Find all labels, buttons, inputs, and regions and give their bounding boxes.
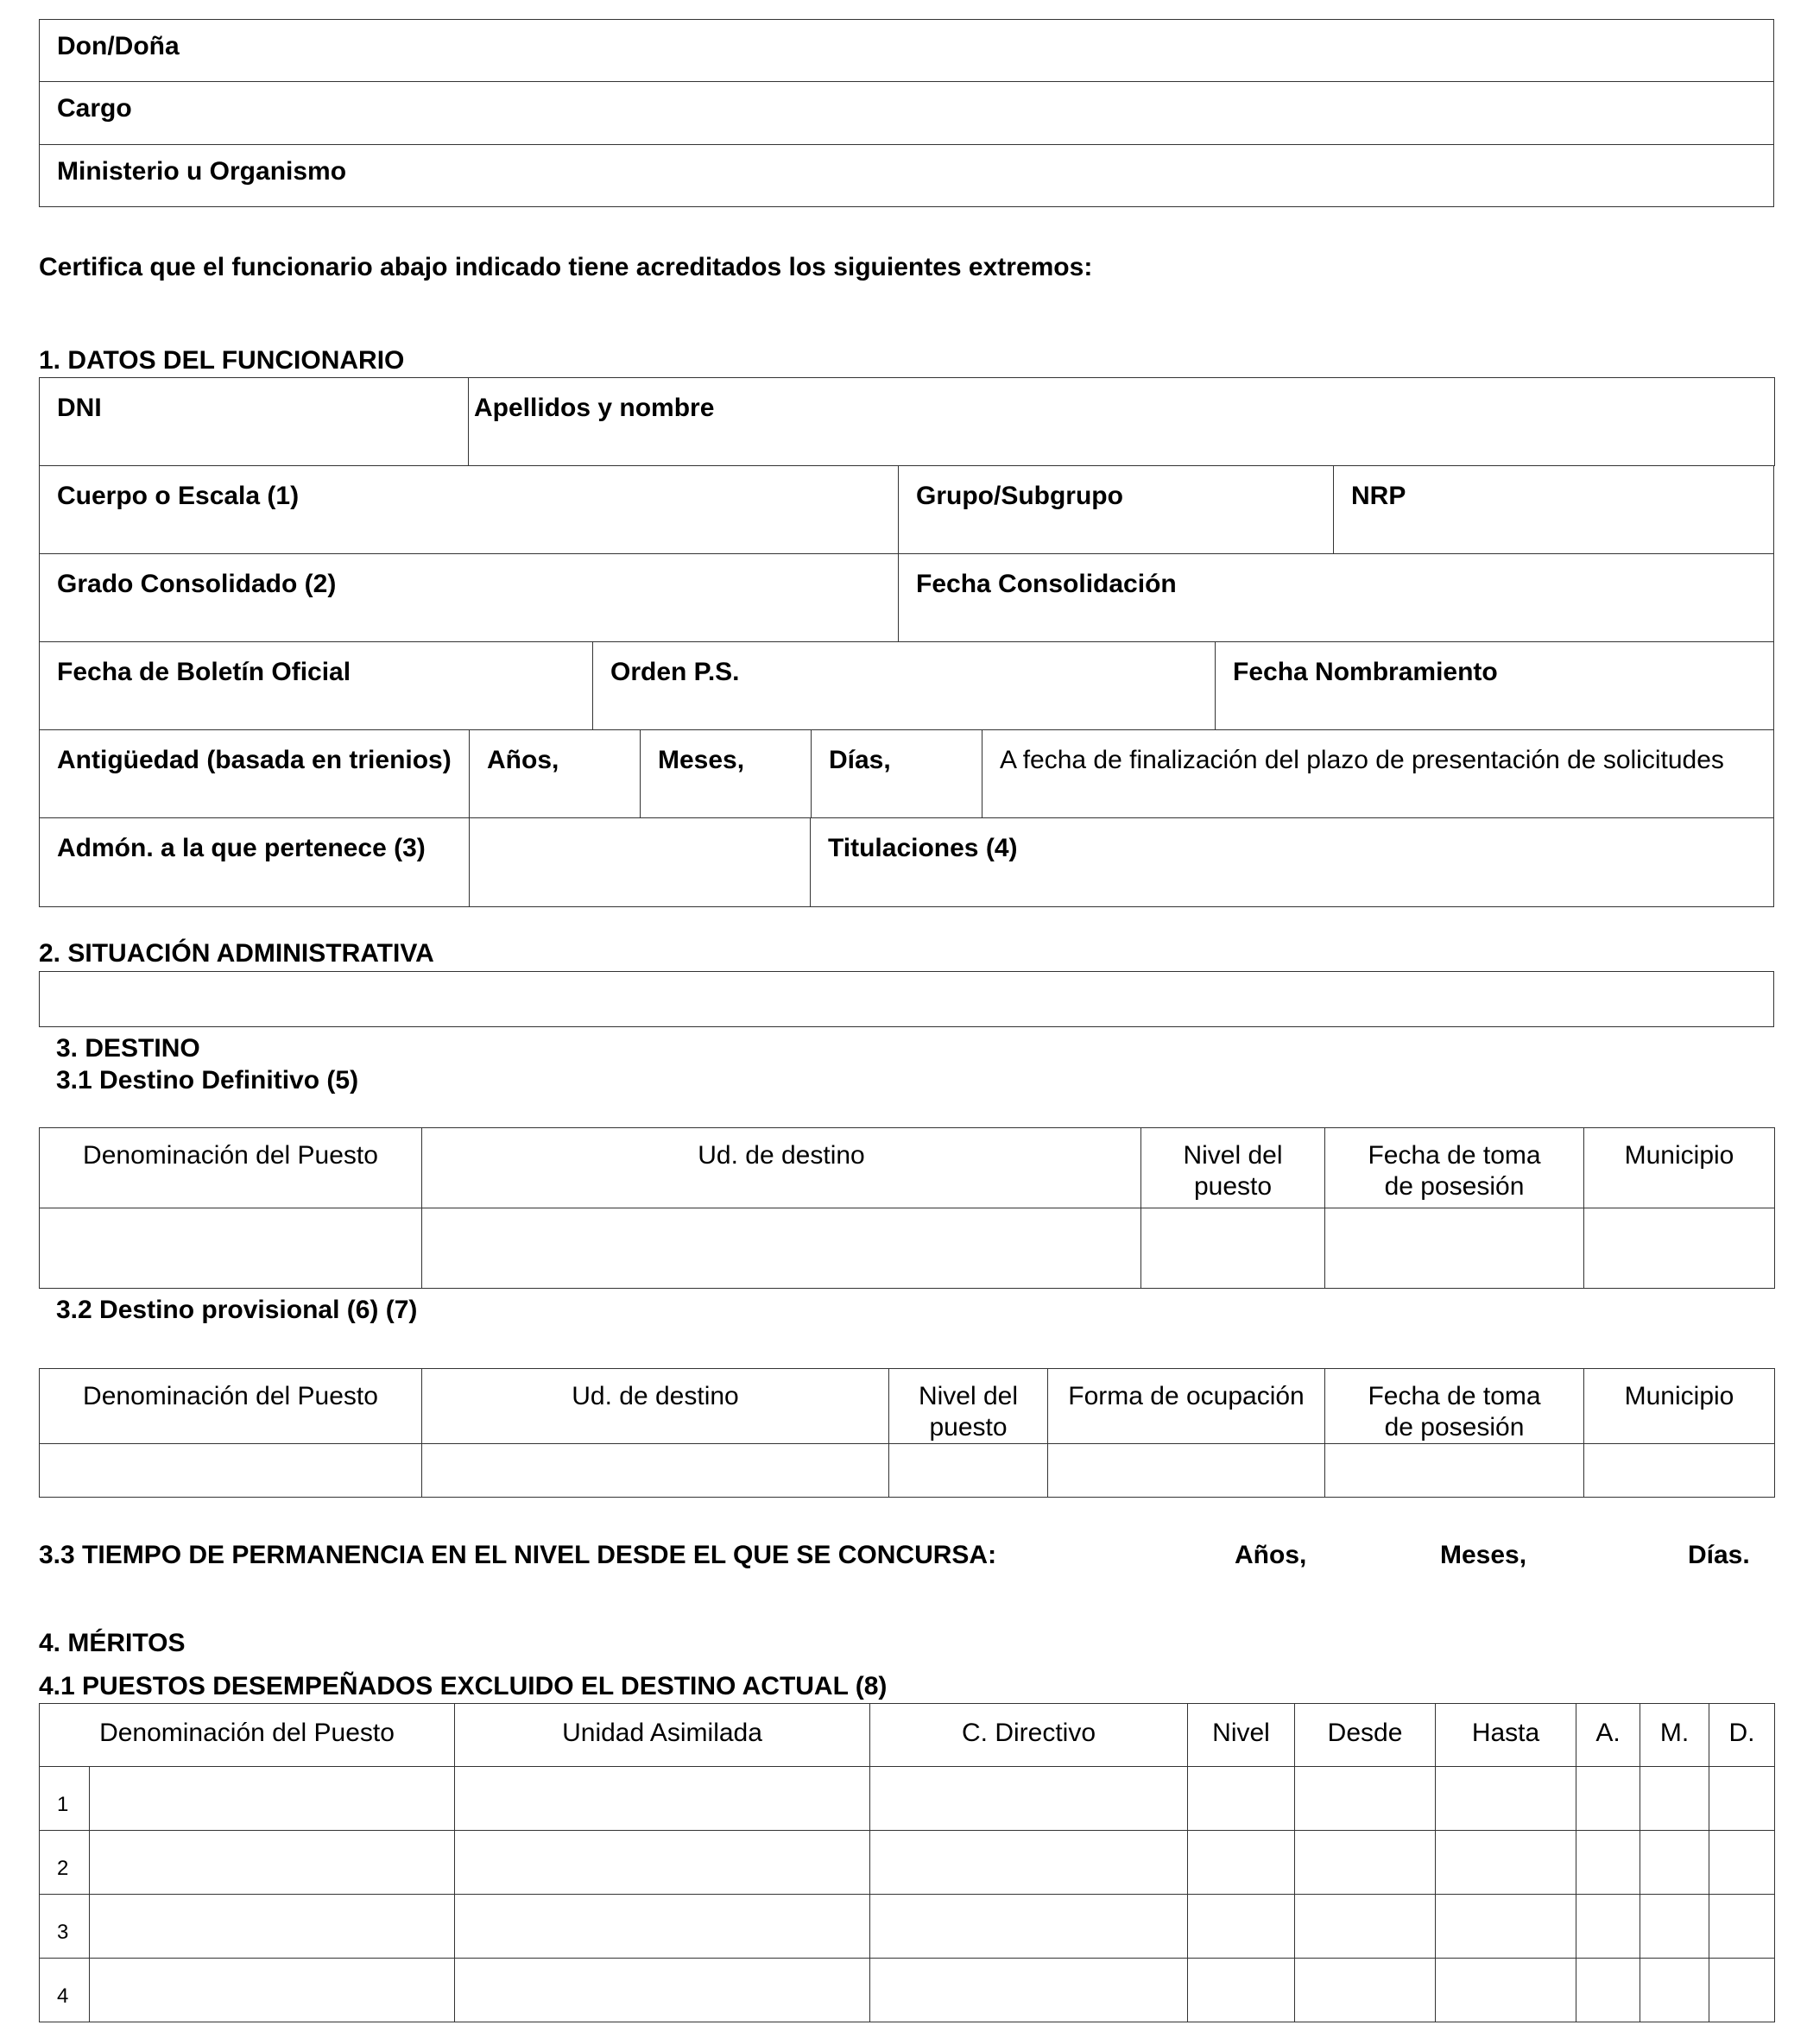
apellidos-field[interactable] — [469, 378, 1775, 466]
dias-field[interactable] — [812, 730, 982, 818]
puestos-header-a-text: A. — [1595, 1719, 1621, 1747]
puestos-table — [39, 1703, 1775, 2022]
cell-hasta[interactable] — [1436, 1831, 1576, 1895]
cuerpo-row — [39, 465, 1774, 554]
permanencia-label: 3.3 TIEMPO DE PERMANENCIA EN EL NIVEL DESDE EL QUE SE CONCURSA: — [39, 1541, 997, 1569]
meses-label: Meses, — [658, 746, 745, 774]
cell-nivel[interactable] — [1188, 1767, 1295, 1831]
puestos-header-m — [1640, 1704, 1709, 1767]
certifica-text: Certifica que el funcionario abajo indicado tiene acreditados los siguientes extremos: — [39, 253, 1093, 281]
prov-cell-municipio[interactable] — [1584, 1444, 1775, 1498]
situacion-table — [39, 971, 1774, 1027]
def-header-ud-text: Ud. de destino — [698, 1141, 865, 1170]
cell-m[interactable] — [1640, 1895, 1709, 1959]
nrp-field[interactable] — [1334, 466, 1774, 554]
grupo-label: Grupo/Subgrupo — [916, 482, 1123, 510]
section-2-title: 2. SITUACIÓN ADMINISTRATIVA — [39, 939, 434, 968]
puestos-header-nivel-text: Nivel — [1212, 1719, 1270, 1747]
cuerpo-label: Cuerpo o Escala (1) — [57, 482, 300, 510]
prov-header-fecha-text: Fecha de toma de posesión — [1368, 1382, 1541, 1442]
permanencia-dias: Días. — [1688, 1541, 1750, 1569]
puestos-header-denominacion — [40, 1704, 455, 1767]
prov-cell-fecha[interactable] — [1325, 1444, 1584, 1498]
permanencia-anios: Años, — [1235, 1541, 1307, 1569]
datos-funcionario-table — [39, 377, 1775, 466]
cell-nivel[interactable] — [1188, 1831, 1295, 1895]
puestos-header-nivel — [1188, 1704, 1295, 1767]
dni-field[interactable] — [40, 378, 469, 466]
row-number-text: 2 — [57, 1857, 69, 1880]
cell-directivo[interactable] — [870, 1831, 1188, 1895]
cell-unidad[interactable] — [455, 1895, 870, 1959]
admon-label-cell — [40, 818, 470, 907]
apellidos-label: Apellidos y nombre — [474, 394, 715, 422]
puestos-header-directivo-text: C. Directivo — [962, 1719, 1096, 1747]
fecha-nombramiento-label: Fecha Nombramiento — [1233, 658, 1498, 686]
cell-desde[interactable] — [1295, 1895, 1436, 1959]
grado-field[interactable] — [40, 554, 899, 642]
fecha-consolidacion-label: Fecha Consolidación — [916, 570, 1177, 598]
admon-row — [39, 817, 1774, 907]
cuerpo-field[interactable] — [40, 466, 899, 554]
puestos-header-hasta-text: Hasta — [1471, 1719, 1540, 1747]
cell-hasta[interactable] — [1436, 1959, 1576, 2022]
def-header-ud — [422, 1128, 1141, 1208]
cell-hasta[interactable] — [1436, 1895, 1576, 1959]
puestos-title: 4.1 PUESTOS DESEMPEÑADOS EXCLUIDO EL DESTINO ACTUAL (8) — [39, 1672, 888, 1700]
fecha-boletin-label: Fecha de Boletín Oficial — [57, 658, 351, 686]
fecha-consolidacion-field[interactable] — [899, 554, 1774, 642]
table-row — [40, 1895, 1775, 1959]
anios-field[interactable] — [470, 730, 641, 818]
grado-label: Grado Consolidado (2) — [57, 570, 337, 598]
puestos-header-unidad — [455, 1704, 870, 1767]
cell-denominacion[interactable] — [90, 1767, 455, 1831]
prov-header-municipio — [1584, 1369, 1775, 1444]
cell-a[interactable] — [1576, 1831, 1640, 1895]
don-dona-field[interactable] — [40, 20, 1774, 82]
def-header-municipio-text: Municipio — [1624, 1141, 1734, 1170]
def-header-municipio — [1584, 1128, 1775, 1208]
cargo-label: Cargo — [57, 94, 132, 123]
cell-d[interactable] — [1709, 1831, 1775, 1895]
table-row — [40, 1831, 1775, 1895]
titulaciones-label: Titulaciones (4) — [828, 834, 1018, 862]
fecha-nombramiento-field[interactable] — [1216, 642, 1774, 730]
puestos-header-d-text: D. — [1728, 1719, 1755, 1747]
meses-field[interactable] — [641, 730, 812, 818]
grado-row — [39, 553, 1774, 642]
puestos-header-m-text: M. — [1659, 1719, 1690, 1747]
def-cell-fecha[interactable] — [1325, 1208, 1584, 1289]
prov-cell-forma[interactable] — [1048, 1444, 1325, 1498]
def-cell-municipio[interactable] — [1584, 1208, 1775, 1289]
prov-header-forma — [1048, 1369, 1325, 1444]
table-row — [40, 1767, 1775, 1831]
dias-label: Días, — [829, 746, 891, 774]
section-1-title: 1. DATOS DEL FUNCIONARIO — [39, 346, 405, 375]
cell-denominacion[interactable] — [90, 1959, 455, 2022]
prov-cell-nivel[interactable] — [889, 1444, 1048, 1498]
cell-a[interactable] — [1576, 1895, 1640, 1959]
destino-definitivo-table — [39, 1127, 1775, 1289]
cell-m[interactable] — [1640, 1959, 1709, 2022]
cell-desde[interactable] — [1295, 1767, 1436, 1831]
cell-nivel[interactable] — [1188, 1895, 1295, 1959]
cell-desde[interactable] — [1295, 1959, 1436, 2022]
puestos-header-desde — [1295, 1704, 1436, 1767]
section-3-title: 3. DESTINO — [56, 1034, 200, 1063]
cell-unidad[interactable] — [455, 1959, 870, 2022]
a-fecha-cell — [982, 730, 1774, 818]
prov-header-municipio-text: Municipio — [1624, 1382, 1734, 1410]
prov-header-fecha — [1325, 1369, 1584, 1444]
prov-header-denominacion-text: Denominación del Puesto — [83, 1382, 378, 1410]
prov-cell-denominacion[interactable] — [40, 1444, 422, 1498]
cell-d[interactable] — [1709, 1959, 1775, 2022]
situacion-field[interactable] — [40, 972, 1774, 1027]
prov-cell-ud[interactable] — [422, 1444, 889, 1498]
def-header-fecha-text: Fecha de toma de posesión — [1368, 1141, 1541, 1201]
destino-provisional-table — [39, 1368, 1775, 1498]
cell-a[interactable] — [1576, 1767, 1640, 1831]
antiguedad-row — [39, 729, 1774, 818]
cell-directivo[interactable] — [870, 1959, 1188, 2022]
cell-directivo[interactable] — [870, 1895, 1188, 1959]
section-4-title: 4. MÉRITOS — [39, 1629, 186, 1657]
admon-label: Admón. a la que pertenece (3) — [57, 834, 426, 862]
don-dona-label: Don/Doña — [57, 32, 180, 60]
def-header-denominacion — [40, 1128, 422, 1208]
antiguedad-field — [40, 730, 470, 818]
anios-label: Años, — [487, 746, 559, 774]
grupo-field[interactable] — [899, 466, 1334, 554]
cell-hasta[interactable] — [1436, 1767, 1576, 1831]
cell-unidad[interactable] — [455, 1831, 870, 1895]
cell-desde[interactable] — [1295, 1831, 1436, 1895]
destino-definitivo-title: 3.1 Destino Definitivo (5) — [56, 1066, 359, 1095]
puestos-header-desde-text: Desde — [1327, 1719, 1403, 1747]
fecha-boletin-field[interactable] — [40, 642, 593, 730]
def-cell-denominacion[interactable] — [40, 1208, 422, 1289]
prov-header-denominacion — [40, 1369, 422, 1444]
certifier-table — [39, 19, 1774, 207]
ministerio-field[interactable] — [40, 145, 1774, 207]
cell-denominacion[interactable] — [90, 1831, 455, 1895]
destino-provisional-title: 3.2 Destino provisional (6) (7) — [56, 1296, 418, 1324]
orden-ps-label: Orden P.S. — [610, 658, 740, 686]
def-header-fecha — [1325, 1128, 1584, 1208]
puestos-header-denominacion-text: Denominación del Puesto — [99, 1719, 395, 1747]
row-number — [40, 1831, 90, 1895]
puestos-header-d — [1709, 1704, 1775, 1767]
def-header-nivel — [1141, 1128, 1325, 1208]
orden-ps-field[interactable] — [593, 642, 1216, 730]
cell-d[interactable] — [1709, 1895, 1775, 1959]
dni-label: DNI — [57, 394, 102, 422]
cargo-field[interactable] — [40, 82, 1774, 145]
titulaciones-field[interactable] — [811, 818, 1774, 907]
puestos-header-hasta — [1436, 1704, 1576, 1767]
cell-m[interactable] — [1640, 1767, 1709, 1831]
cell-d[interactable] — [1709, 1767, 1775, 1831]
cell-unidad[interactable] — [455, 1767, 870, 1831]
row-number — [40, 1895, 90, 1959]
nrp-label: NRP — [1351, 482, 1406, 510]
a-fecha-label: A fecha de finalización del plazo de presentación de solicitudes — [1000, 746, 1724, 774]
prov-header-nivel-text: Nivel del puesto — [918, 1382, 1019, 1442]
row-number — [40, 1959, 90, 2022]
cell-m[interactable] — [1640, 1831, 1709, 1895]
def-header-denominacion-text: Denominación del Puesto — [83, 1141, 378, 1170]
row-number-text: 4 — [57, 1984, 69, 2008]
def-cell-nivel[interactable] — [1141, 1208, 1325, 1289]
boletin-row — [39, 641, 1774, 730]
permanencia-meses: Meses, — [1440, 1541, 1527, 1569]
cell-directivo[interactable] — [870, 1767, 1188, 1831]
def-cell-ud[interactable] — [422, 1208, 1141, 1289]
cell-nivel[interactable] — [1188, 1959, 1295, 2022]
def-header-nivel-text: Nivel del puesto — [1183, 1141, 1283, 1201]
prov-header-ud-text: Ud. de destino — [572, 1382, 739, 1410]
row-number — [40, 1767, 90, 1831]
puestos-header-unidad-text: Unidad Asimilada — [562, 1719, 762, 1747]
cell-denominacion[interactable] — [90, 1895, 455, 1959]
prov-header-nivel — [889, 1369, 1048, 1444]
antiguedad-label: Antigüedad (basada en trienios) — [57, 746, 452, 774]
ministerio-label: Ministerio u Organismo — [57, 157, 347, 186]
puestos-header-directivo — [870, 1704, 1188, 1767]
cell-a[interactable] — [1576, 1959, 1640, 2022]
prov-header-ud — [422, 1369, 889, 1444]
puestos-header-a — [1576, 1704, 1640, 1767]
row-number-text: 3 — [57, 1921, 69, 1944]
admon-field[interactable] — [470, 818, 811, 907]
row-number-text: 1 — [57, 1793, 69, 1816]
table-row — [40, 1959, 1775, 2022]
prov-header-forma-text: Forma de ocupación — [1068, 1382, 1305, 1410]
